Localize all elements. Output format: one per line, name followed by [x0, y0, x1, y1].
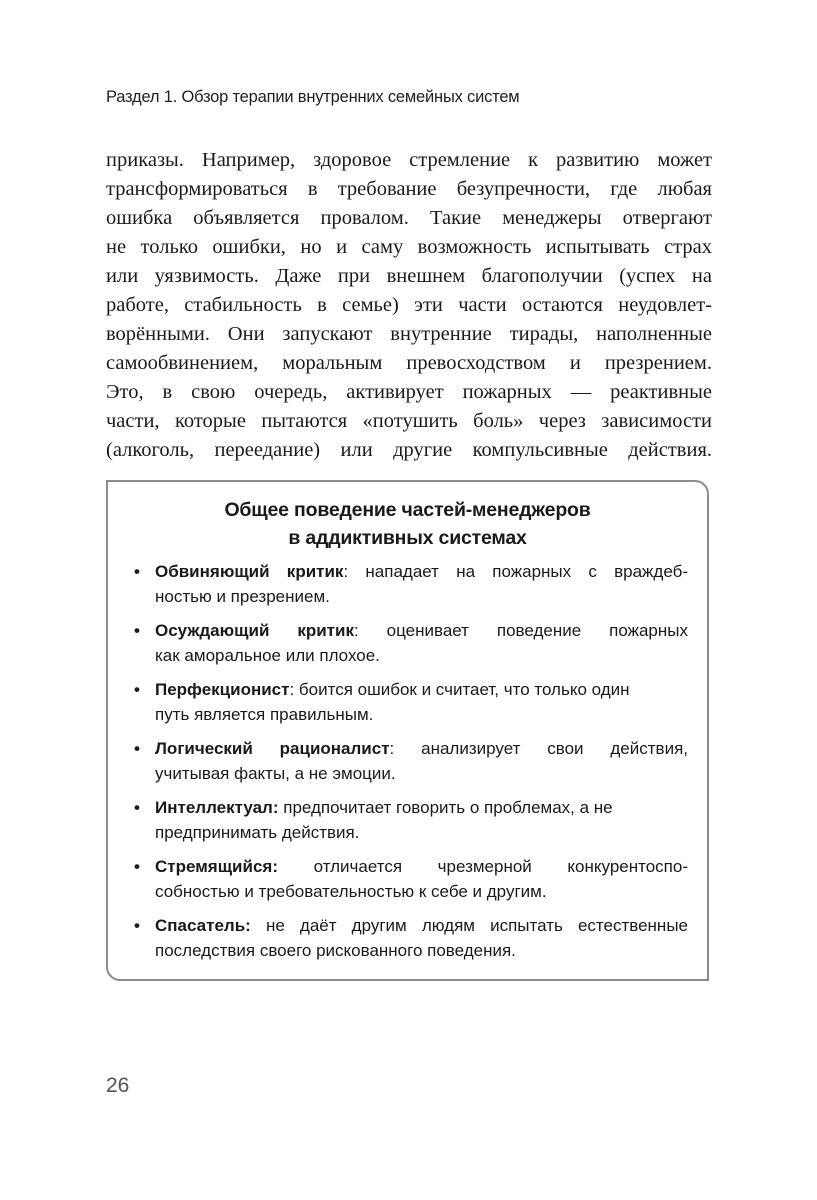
item-line: предпринимать действия.	[155, 822, 360, 842]
item-text: боится ошибок и считает, что только один	[294, 680, 630, 699]
list-item	[132, 737, 688, 786]
item-line	[155, 737, 688, 762]
bullet-icon: •	[134, 798, 140, 817]
list-item	[132, 796, 688, 845]
item-text: анализирует свои действия,	[394, 739, 688, 758]
item-text: оценивает поведение пожарных	[358, 621, 688, 640]
body-line: ворёнными. Они запускают внутренние тирады, наполненные	[106, 323, 712, 345]
bullet-icon: •	[134, 680, 140, 699]
item-line: собностью и требовательностью к себе и другим.	[155, 881, 547, 901]
item-line	[155, 855, 688, 880]
list-item	[132, 855, 688, 904]
body-line: или уязвимость. Даже при внешнем благополучии (успех на	[106, 265, 712, 287]
running-head: Раздел 1. Обзор терапии внутренних семейных систем	[106, 88, 520, 106]
sidebar-title	[108, 496, 707, 552]
item-term: Обвиняющий критик	[155, 562, 344, 581]
body-line: ошибка объявляется провалом. Такие менеджеры отвергают	[106, 207, 712, 229]
sidebar-title-line: Общее поведение частей-менеджеров	[224, 499, 591, 521]
item-line: учитывая факты, а не эмоции.	[155, 763, 396, 783]
body-line: работе, стабильность в семье) эти части остаются неудовлет-	[106, 294, 712, 316]
list-item	[132, 560, 688, 609]
body-line: Это, в свою очередь, активирует пожарных — реактивные	[106, 381, 712, 403]
item-sep: :	[353, 621, 359, 640]
item-line	[155, 914, 688, 939]
item-text: предпочитает говорить о проблемах, а не	[278, 798, 613, 817]
sidebar-title-line: в аддиктивных системах	[288, 527, 527, 549]
item-term: Перфекционист	[155, 680, 290, 699]
body-line: части, которые пытаются «потушить боль» через зависимости	[106, 410, 712, 432]
item-sep: :	[272, 798, 279, 817]
item-term: Осуждающий критик	[155, 621, 354, 640]
bullet-icon: •	[134, 916, 140, 935]
item-line: путь является правильным.	[155, 704, 374, 724]
list-item	[132, 678, 688, 727]
body-line: трансформироваться в требование безупречности, где любая	[106, 178, 712, 200]
item-text: отличается чрезмерной конкурентоспо-	[278, 857, 688, 876]
item-sep: :	[343, 562, 349, 581]
item-line	[155, 619, 688, 644]
item-sep: :	[389, 739, 395, 758]
item-line: ностью и презрением.	[155, 586, 330, 606]
item-line: последствия своего рискованного поведения.	[155, 940, 516, 960]
item-text: не даёт другим людям испытать естественные	[250, 916, 688, 935]
body-paragraph	[106, 146, 712, 465]
bullet-icon: •	[134, 562, 140, 581]
sidebar-box	[106, 480, 709, 981]
body-line: (алкоголь, переедание) или другие компульсивные действия.	[106, 439, 712, 461]
item-line	[155, 678, 688, 703]
body-line: не только ошибки, но и саму возможность испытывать страх	[106, 236, 712, 258]
item-sep: :	[289, 680, 295, 699]
list-item	[132, 914, 688, 963]
item-sep: :	[272, 857, 279, 876]
sidebar-list	[132, 560, 688, 973]
bullet-icon: •	[134, 621, 140, 640]
item-line	[155, 560, 688, 585]
item-term: Логический рационалист	[155, 739, 390, 758]
item-term: Стремящийся	[155, 857, 273, 876]
item-line: как аморальное или плохое.	[155, 645, 380, 665]
item-line	[155, 796, 688, 821]
bullet-icon: •	[134, 857, 140, 876]
item-sep: :	[245, 916, 251, 935]
item-term: Спасатель	[155, 916, 246, 935]
bullet-icon: •	[134, 739, 140, 758]
item-text: нападает на пожарных с враждеб-	[348, 562, 688, 581]
item-term: Интеллектуал	[155, 798, 273, 817]
body-line: самообвинением, моральным превосходством и презрением.	[106, 352, 712, 374]
list-item	[132, 619, 688, 668]
body-line: приказы. Например, здоровое стремление к развитию может	[106, 149, 712, 171]
page-number: 26	[106, 1074, 130, 1097]
